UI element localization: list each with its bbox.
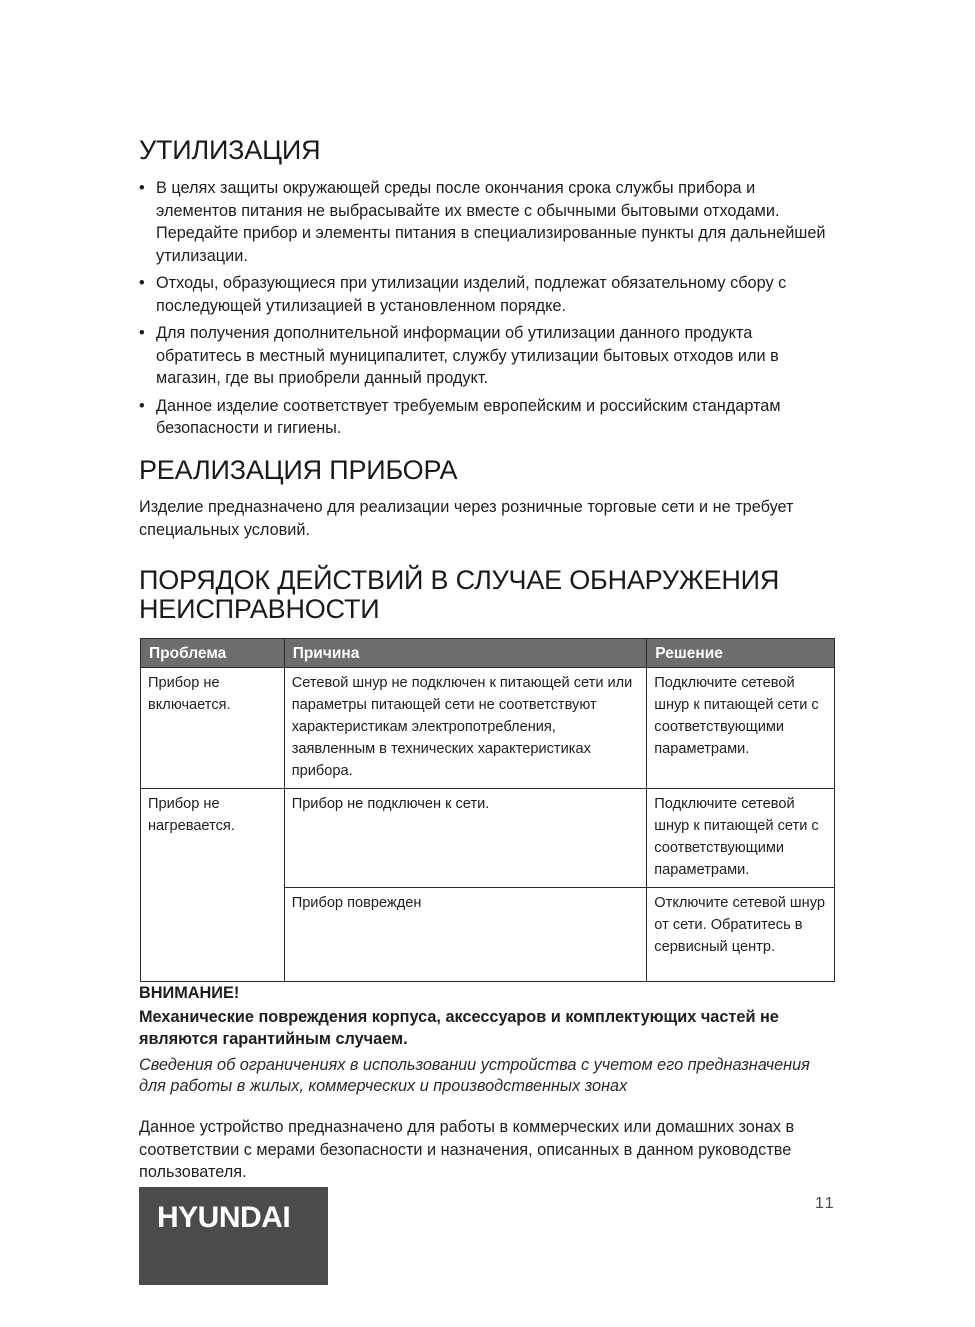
bullet-text: Отходы, образующиеся при утилизации изделий, подлежат обязательному сбору с последующей утилизацией в установленном порядке.	[156, 274, 787, 315]
bullet-icon: •	[139, 324, 145, 342]
troubleshooting-table	[140, 638, 835, 982]
brand-logo-text: HYUNDAI	[157, 1201, 291, 1234]
problem-cell: Прибор не нагревается.	[141, 789, 285, 982]
usage-limits-text: Данное устройство предназначено для работы в коммерческих или домашних зонах в соответствии с мерами безопасности и назначения, описанных в данном руководстве пользователя.	[139, 1118, 795, 1181]
list-item	[139, 177, 839, 267]
problem-cell: Прибор не включается.	[141, 668, 285, 789]
troubleshooting-heading	[139, 566, 839, 624]
cause-cell: Прибор поврежден	[284, 888, 647, 982]
cause-cell: Прибор не подключен к сети.	[284, 789, 647, 888]
column-header-solution: Решение	[647, 639, 835, 668]
cause-cell: Сетевой шнур не подключен к питающей сети или параметры питающей сети не соответствуют характеристикам электропотребления, заявленным в технических характеристиках прибора.	[284, 668, 647, 789]
page-number: 11	[815, 1195, 836, 1212]
warning-text: Механические повреждения корпуса, аксессуаров и комплектующих частей не являются гарантийным случаем.	[139, 1008, 779, 1048]
table-row	[141, 668, 835, 789]
list-item	[139, 322, 839, 390]
solution-cell: Подключите сетевой шнур к питающей сети с соответствующими параметрами.	[647, 668, 835, 789]
brand-logo	[139, 1187, 328, 1285]
solution-cell: Отключите сетевой шнур от сети. Обратитесь в сервисный центр.	[647, 888, 835, 982]
warning-block	[139, 982, 829, 1050]
bullet-icon: •	[139, 179, 145, 197]
column-header-cause: Причина	[284, 639, 647, 668]
warning-title: ВНИМАНИЕ!	[139, 984, 240, 1002]
bullet-text: Данное изделие соответствует требуемым европейским и российским стандартам безопасности и гигиены.	[156, 396, 781, 437]
table-header-row	[141, 639, 835, 668]
usage-limits-caption: Сведения об ограничениях в использовании устройства с учетом его предназначения для работы в жилых, коммерческих и производственных зонах	[139, 1056, 810, 1095]
bullet-text: Для получения дополнительной информации об утилизации данного продукта обратитесь в местный муниципалитет, службу утилизации бытовых отходов или в магазин, где вы приобрели данный продукт.	[156, 324, 779, 387]
sale-text: Изделие предназначено для реализации через розничные торговые сети и не требует специальных условий.	[139, 498, 794, 539]
disposal-list	[139, 177, 839, 445]
column-header-problem: Проблема	[141, 639, 285, 668]
bullet-text: В целях защиты окружающей среды после окончания срока службы прибора и элементов питания не выбрасывайте их вместе с обычными бытовыми отходами. Передайте прибор и элементы питания в специализированные пункты для дальнейшей утилизации.	[156, 179, 826, 265]
bullet-icon: •	[139, 396, 145, 415]
troubleshooting-heading-line1: ПОРЯДОК ДЕЙСТВИЙ В СЛУЧАЕ ОБНАРУЖЕНИЯ	[139, 565, 780, 595]
list-item	[139, 395, 839, 440]
sale-heading: РЕАЛИЗАЦИЯ ПРИБОРА	[139, 455, 458, 485]
solution-cell: Подключите сетевой шнур к питающей сети с соответствующими параметрами.	[647, 789, 835, 888]
table-row	[141, 789, 835, 888]
list-item	[139, 272, 839, 317]
disposal-heading: УТИЛИЗАЦИЯ	[139, 135, 321, 165]
bullet-icon: •	[139, 274, 145, 292]
troubleshooting-heading-line2: НЕИСПРАВНОСТИ	[139, 594, 380, 624]
